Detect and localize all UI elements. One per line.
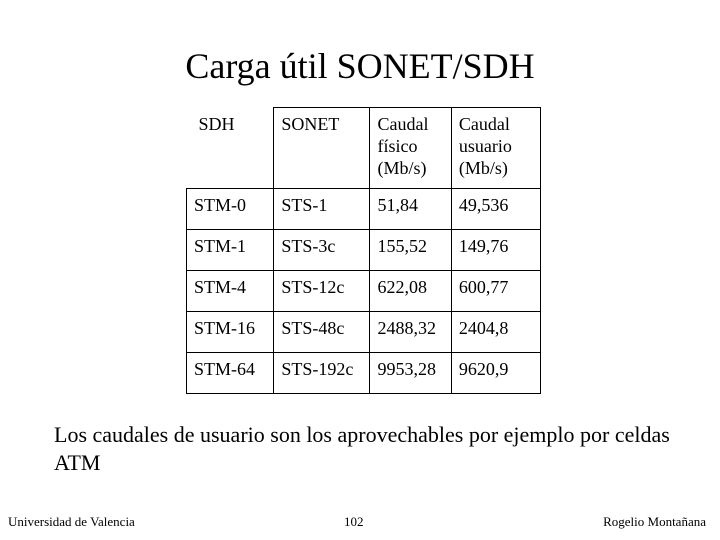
table-row <box>187 189 541 230</box>
table-header-row <box>187 108 541 189</box>
table-row <box>187 271 541 312</box>
header-physical-rate: Caudal físico (Mb/s) <box>370 108 451 189</box>
cell-sdh: STM-16 <box>187 312 274 353</box>
page-number: 102 <box>344 514 364 529</box>
footer-institution: Universidad de Valencia <box>8 514 135 529</box>
cell-physical-rate: 9953,28 <box>370 353 451 394</box>
cell-sonet: STS-192c <box>274 353 370 394</box>
cell-physical-rate: 155,52 <box>370 230 451 271</box>
cell-sonet: STS-1 <box>274 189 370 230</box>
slide-title: Carga útil SONET/SDH <box>185 46 535 86</box>
cell-sdh: STM-64 <box>187 353 274 394</box>
cell-sonet: STS-48c <box>274 312 370 353</box>
cell-sdh: STM-1 <box>187 230 274 271</box>
table-row <box>187 230 541 271</box>
cell-user-rate: 600,77 <box>451 271 540 312</box>
cell-physical-rate: 2488,32 <box>370 312 451 353</box>
table-row <box>187 312 541 353</box>
cell-sonet: STS-12c <box>274 271 370 312</box>
table-row <box>187 353 541 394</box>
cell-user-rate: 9620,9 <box>451 353 540 394</box>
payload-table <box>186 107 541 394</box>
cell-user-rate: 49,536 <box>451 189 540 230</box>
cell-sonet: STS-3c <box>274 230 370 271</box>
cell-physical-rate: 51,84 <box>370 189 451 230</box>
header-user-rate: Caudal usuario (Mb/s) <box>451 108 540 189</box>
footnote-text: Los caudales de usuario son los aprovechables por ejemplo por celdas ATM <box>54 422 670 475</box>
cell-user-rate: 149,76 <box>451 230 540 271</box>
header-sdh: SDH <box>187 108 274 189</box>
cell-sdh: STM-0 <box>187 189 274 230</box>
cell-user-rate: 2404,8 <box>451 312 540 353</box>
cell-physical-rate: 622,08 <box>370 271 451 312</box>
footer-author: Rogelio Montañana <box>603 514 706 529</box>
header-sonet: SONET <box>274 108 370 189</box>
cell-sdh: STM-4 <box>187 271 274 312</box>
